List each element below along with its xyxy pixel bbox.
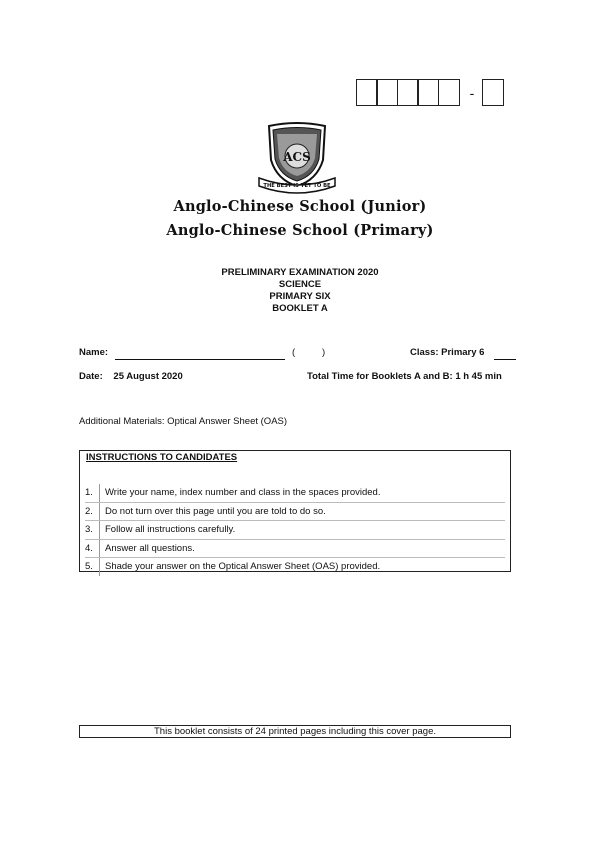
- page-count-footer: This booklet consists of 24 printed pages including this cover page.: [79, 725, 511, 738]
- school-name-primary: Anglo-Chinese School (Primary): [166, 222, 434, 239]
- school-crest-icon: [257, 122, 337, 194]
- instruction-number: 1.: [85, 487, 93, 499]
- exam-booklet: BOOKLET A: [272, 303, 328, 314]
- name-row: [79, 347, 108, 358]
- name-field[interactable]: [115, 347, 285, 360]
- instruction-number: 2.: [85, 505, 93, 517]
- index-box[interactable]: [438, 79, 460, 106]
- crest-motto: THE BEST IS YET TO BE: [263, 183, 331, 189]
- crest-monogram: ACS: [283, 150, 311, 164]
- index-paren-open: (: [292, 347, 296, 358]
- instructions-list: [85, 484, 505, 576]
- exam-title: PRELIMINARY EXAMINATION 2020: [221, 267, 379, 278]
- instruction-item: [85, 520, 505, 539]
- index-paren-close: ): [322, 347, 326, 358]
- index-box[interactable]: [356, 79, 378, 106]
- index-box[interactable]: [417, 79, 439, 106]
- class-field[interactable]: [494, 347, 516, 360]
- index-number-boxes: [356, 79, 504, 106]
- instruction-text: Shade your answer on the Optical Answer Sheet (OAS) provided.: [105, 561, 381, 573]
- exam-title-block: [0, 267, 600, 315]
- instruction-item: [85, 557, 505, 576]
- date-label: Date:: [79, 371, 103, 382]
- date-row: [79, 371, 183, 382]
- instruction-number: 5.: [85, 561, 93, 573]
- index-number-field[interactable]: [300, 347, 320, 359]
- additional-materials: Additional Materials: Optical Answer Sheet (OAS): [79, 416, 288, 427]
- index-dash: -: [469, 84, 475, 101]
- instruction-text: Do not turn over this page until you are told to do so.: [105, 505, 326, 517]
- total-time: Total Time for Booklets A and B: 1 h 45 min: [307, 371, 502, 382]
- instructions-heading: INSTRUCTIONS TO CANDIDATES: [86, 452, 238, 463]
- date-value: 25 August 2020: [113, 371, 183, 382]
- exam-subject: SCIENCE: [278, 279, 322, 290]
- index-check-box[interactable]: [482, 79, 504, 106]
- school-name-junior: Anglo-Chinese School (Junior): [173, 198, 427, 215]
- instruction-number: 3.: [85, 524, 93, 536]
- instructions-box: [79, 450, 511, 572]
- instruction-item: [85, 484, 505, 502]
- class-label: Class: Primary 6: [410, 347, 485, 358]
- exam-level: PRIMARY SIX: [269, 291, 331, 302]
- index-box[interactable]: [397, 79, 419, 106]
- instruction-text: Write your name, index number and class in the spaces provided.: [105, 487, 381, 499]
- instruction-number: 4.: [85, 542, 93, 554]
- instruction-text: Answer all questions.: [105, 542, 195, 554]
- name-label: Name:: [79, 347, 109, 358]
- instruction-item: [85, 539, 505, 558]
- instruction-text: Follow all instructions carefully.: [105, 524, 236, 536]
- index-box[interactable]: [376, 79, 398, 106]
- instruction-item: [85, 502, 505, 521]
